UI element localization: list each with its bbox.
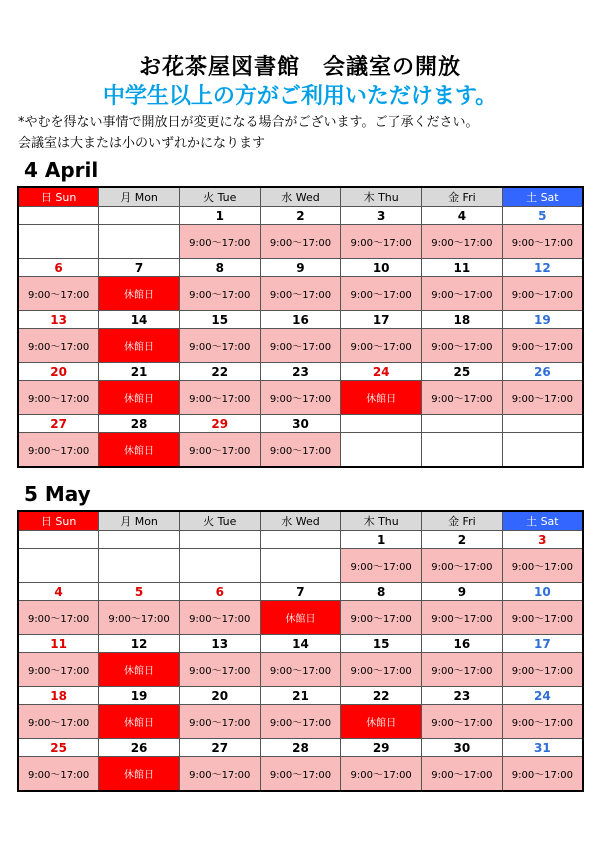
empty-cell — [341, 433, 422, 468]
date-row — [18, 739, 583, 757]
open-hours-slot: 9:00～17:00 — [18, 381, 99, 415]
empty-cell — [260, 531, 341, 549]
date-row — [18, 583, 583, 601]
open-hours-slot: 9:00～17:00 — [179, 433, 260, 468]
day-number: 11 — [422, 259, 503, 277]
open-hours-slot: 9:00～17:00 — [422, 653, 503, 687]
weekday-header: 土 Sat — [502, 511, 583, 531]
day-number: 27 — [179, 739, 260, 757]
open-hours-slot: 9:00～17:00 — [179, 225, 260, 259]
empty-cell — [179, 549, 260, 583]
day-number: 23 — [260, 363, 341, 381]
day-number: 5 — [99, 583, 180, 601]
day-number: 17 — [502, 635, 583, 653]
weekday-header: 木 Thu — [341, 511, 422, 531]
open-hours-slot: 9:00～17:00 — [260, 329, 341, 363]
day-number: 29 — [179, 415, 260, 433]
empty-cell — [341, 415, 422, 433]
closed-day-slot: 休館日 — [99, 757, 180, 792]
day-number: 7 — [99, 259, 180, 277]
open-hours-slot: 9:00～17:00 — [422, 601, 503, 635]
day-number: 5 — [502, 207, 583, 225]
empty-cell — [18, 225, 99, 259]
day-number: 30 — [422, 739, 503, 757]
open-hours-slot: 9:00～17:00 — [18, 277, 99, 311]
open-hours-slot: 9:00～17:00 — [422, 329, 503, 363]
day-number: 21 — [99, 363, 180, 381]
empty-cell — [99, 531, 180, 549]
weekday-header: 水 Wed — [260, 511, 341, 531]
open-hours-slot: 9:00～17:00 — [260, 225, 341, 259]
day-number: 30 — [260, 415, 341, 433]
day-number: 24 — [502, 687, 583, 705]
schedule-row — [18, 549, 583, 583]
closed-day-slot: 休館日 — [99, 381, 180, 415]
day-number: 18 — [422, 311, 503, 329]
day-number: 10 — [341, 259, 422, 277]
empty-cell — [422, 415, 503, 433]
day-number: 20 — [18, 363, 99, 381]
date-row — [18, 259, 583, 277]
schedule-row — [18, 601, 583, 635]
closed-day-slot: 休館日 — [99, 705, 180, 739]
closed-day-slot: 休館日 — [260, 601, 341, 635]
day-number: 16 — [422, 635, 503, 653]
closed-day-slot: 休館日 — [99, 653, 180, 687]
open-hours-slot: 9:00～17:00 — [179, 601, 260, 635]
day-number: 23 — [422, 687, 503, 705]
day-number: 8 — [179, 259, 260, 277]
weekday-header: 水 Wed — [260, 187, 341, 207]
day-number: 12 — [502, 259, 583, 277]
open-hours-slot: 9:00～17:00 — [502, 381, 583, 415]
day-number: 4 — [18, 583, 99, 601]
open-hours-slot: 9:00～17:00 — [260, 653, 341, 687]
schedule-row — [18, 705, 583, 739]
open-hours-slot: 9:00～17:00 — [179, 381, 260, 415]
weekday-header: 日 Sun — [18, 511, 99, 531]
day-number: 15 — [341, 635, 422, 653]
day-number: 15 — [179, 311, 260, 329]
schedule-row — [18, 381, 583, 415]
calendar-april — [17, 186, 584, 468]
day-number: 22 — [341, 687, 422, 705]
day-number: 19 — [99, 687, 180, 705]
open-hours-slot: 9:00～17:00 — [422, 225, 503, 259]
open-hours-slot: 9:00～17:00 — [341, 225, 422, 259]
open-hours-slot: 9:00～17:00 — [422, 705, 503, 739]
open-hours-slot: 9:00～17:00 — [179, 705, 260, 739]
day-number: 20 — [179, 687, 260, 705]
schedule-row — [18, 329, 583, 363]
open-hours-slot: 9:00～17:00 — [502, 549, 583, 583]
date-row — [18, 635, 583, 653]
day-number: 3 — [341, 207, 422, 225]
page-title: お花茶屋図書館 会議室の開放 — [138, 55, 461, 80]
day-number: 12 — [99, 635, 180, 653]
empty-cell — [99, 225, 180, 259]
open-hours-slot: 9:00～17:00 — [179, 757, 260, 792]
open-hours-slot: 9:00～17:00 — [341, 277, 422, 311]
open-hours-slot: 9:00～17:00 — [341, 549, 422, 583]
open-hours-slot: 9:00～17:00 — [341, 601, 422, 635]
open-hours-slot: 9:00～17:00 — [260, 757, 341, 792]
empty-cell — [260, 549, 341, 583]
day-number: 31 — [502, 739, 583, 757]
open-hours-slot: 9:00～17:00 — [179, 653, 260, 687]
day-number: 2 — [260, 207, 341, 225]
day-number: 7 — [260, 583, 341, 601]
day-number: 1 — [341, 531, 422, 549]
day-number: 16 — [260, 311, 341, 329]
notice-change: *やむを得ない事情で開放日が変更になる場合がございます。ご了承ください。 — [18, 115, 479, 130]
empty-cell — [18, 549, 99, 583]
date-row — [18, 363, 583, 381]
empty-cell — [99, 549, 180, 583]
open-hours-slot: 9:00～17:00 — [260, 381, 341, 415]
open-hours-slot: 9:00～17:00 — [422, 277, 503, 311]
day-number: 18 — [18, 687, 99, 705]
open-hours-slot: 9:00～17:00 — [260, 277, 341, 311]
open-hours-slot: 9:00～17:00 — [502, 225, 583, 259]
open-hours-slot: 9:00～17:00 — [260, 433, 341, 468]
notice-room-size: 会議室は大または小のいずれかになります — [18, 136, 266, 151]
day-number: 19 — [502, 311, 583, 329]
open-hours-slot: 9:00～17:00 — [179, 277, 260, 311]
closed-day-slot: 休館日 — [99, 433, 180, 468]
day-number: 13 — [179, 635, 260, 653]
open-hours-slot: 9:00～17:00 — [502, 601, 583, 635]
date-row — [18, 415, 583, 433]
open-hours-slot: 9:00～17:00 — [18, 757, 99, 792]
open-hours-slot: 9:00～17:00 — [341, 329, 422, 363]
weekday-header: 金 Fri — [422, 187, 503, 207]
day-number: 4 — [422, 207, 503, 225]
empty-cell — [179, 531, 260, 549]
day-number: 26 — [99, 739, 180, 757]
empty-cell — [99, 207, 180, 225]
day-number: 14 — [99, 311, 180, 329]
day-number: 28 — [260, 739, 341, 757]
weekday-header: 日 Sun — [18, 187, 99, 207]
empty-cell — [18, 207, 99, 225]
open-hours-slot: 9:00～17:00 — [18, 653, 99, 687]
schedule-row — [18, 225, 583, 259]
date-row — [18, 207, 583, 225]
day-number: 11 — [18, 635, 99, 653]
open-hours-slot: 9:00～17:00 — [99, 601, 180, 635]
day-number: 24 — [341, 363, 422, 381]
day-number: 26 — [502, 363, 583, 381]
weekday-header: 火 Tue — [179, 187, 260, 207]
open-hours-slot: 9:00～17:00 — [422, 549, 503, 583]
open-hours-slot: 9:00～17:00 — [18, 601, 99, 635]
day-number: 25 — [18, 739, 99, 757]
day-number: 2 — [422, 531, 503, 549]
closed-day-slot: 休館日 — [341, 705, 422, 739]
schedule-row — [18, 757, 583, 792]
day-number: 3 — [502, 531, 583, 549]
day-number: 21 — [260, 687, 341, 705]
open-hours-slot: 9:00～17:00 — [341, 757, 422, 792]
schedule-row — [18, 277, 583, 311]
day-number: 14 — [260, 635, 341, 653]
day-number: 9 — [260, 259, 341, 277]
open-hours-slot: 9:00～17:00 — [341, 653, 422, 687]
open-hours-slot: 9:00～17:00 — [502, 757, 583, 792]
day-number: 28 — [99, 415, 180, 433]
empty-cell — [502, 415, 583, 433]
schedule-row — [18, 433, 583, 468]
day-number: 10 — [502, 583, 583, 601]
day-number: 9 — [422, 583, 503, 601]
day-number: 13 — [18, 311, 99, 329]
weekday-header: 木 Thu — [341, 187, 422, 207]
day-number: 6 — [18, 259, 99, 277]
day-number: 6 — [179, 583, 260, 601]
month-label-april: 4 April — [24, 158, 99, 182]
weekday-header: 月 Mon — [99, 511, 180, 531]
calendar-may — [17, 510, 584, 792]
day-number: 17 — [341, 311, 422, 329]
schedule-row — [18, 653, 583, 687]
open-hours-slot: 9:00～17:00 — [18, 329, 99, 363]
open-hours-slot: 9:00～17:00 — [502, 329, 583, 363]
day-number: 22 — [179, 363, 260, 381]
open-hours-slot: 9:00～17:00 — [422, 381, 503, 415]
closed-day-slot: 休館日 — [99, 277, 180, 311]
day-number: 25 — [422, 363, 503, 381]
page-subtitle: 中学生以上の方がご利用いただけます。 — [102, 84, 498, 109]
open-hours-slot: 9:00～17:00 — [179, 329, 260, 363]
empty-cell — [18, 531, 99, 549]
date-row — [18, 687, 583, 705]
weekday-header-row — [18, 511, 583, 531]
day-number: 27 — [18, 415, 99, 433]
month-label-may: 5 May — [24, 482, 91, 506]
open-hours-slot: 9:00～17:00 — [18, 433, 99, 468]
weekday-header: 月 Mon — [99, 187, 180, 207]
day-number: 29 — [341, 739, 422, 757]
open-hours-slot: 9:00～17:00 — [260, 705, 341, 739]
empty-cell — [422, 433, 503, 468]
empty-cell — [502, 433, 583, 468]
date-row — [18, 311, 583, 329]
weekday-header: 金 Fri — [422, 511, 503, 531]
day-number: 1 — [179, 207, 260, 225]
weekday-header: 土 Sat — [502, 187, 583, 207]
weekday-header: 火 Tue — [179, 511, 260, 531]
date-row — [18, 531, 583, 549]
open-hours-slot: 9:00～17:00 — [422, 757, 503, 792]
open-hours-slot: 9:00～17:00 — [18, 705, 99, 739]
open-hours-slot: 9:00～17:00 — [502, 277, 583, 311]
open-hours-slot: 9:00～17:00 — [502, 653, 583, 687]
day-number: 8 — [341, 583, 422, 601]
closed-day-slot: 休館日 — [99, 329, 180, 363]
open-hours-slot: 9:00～17:00 — [502, 705, 583, 739]
closed-day-slot: 休館日 — [341, 381, 422, 415]
weekday-header-row — [18, 187, 583, 207]
